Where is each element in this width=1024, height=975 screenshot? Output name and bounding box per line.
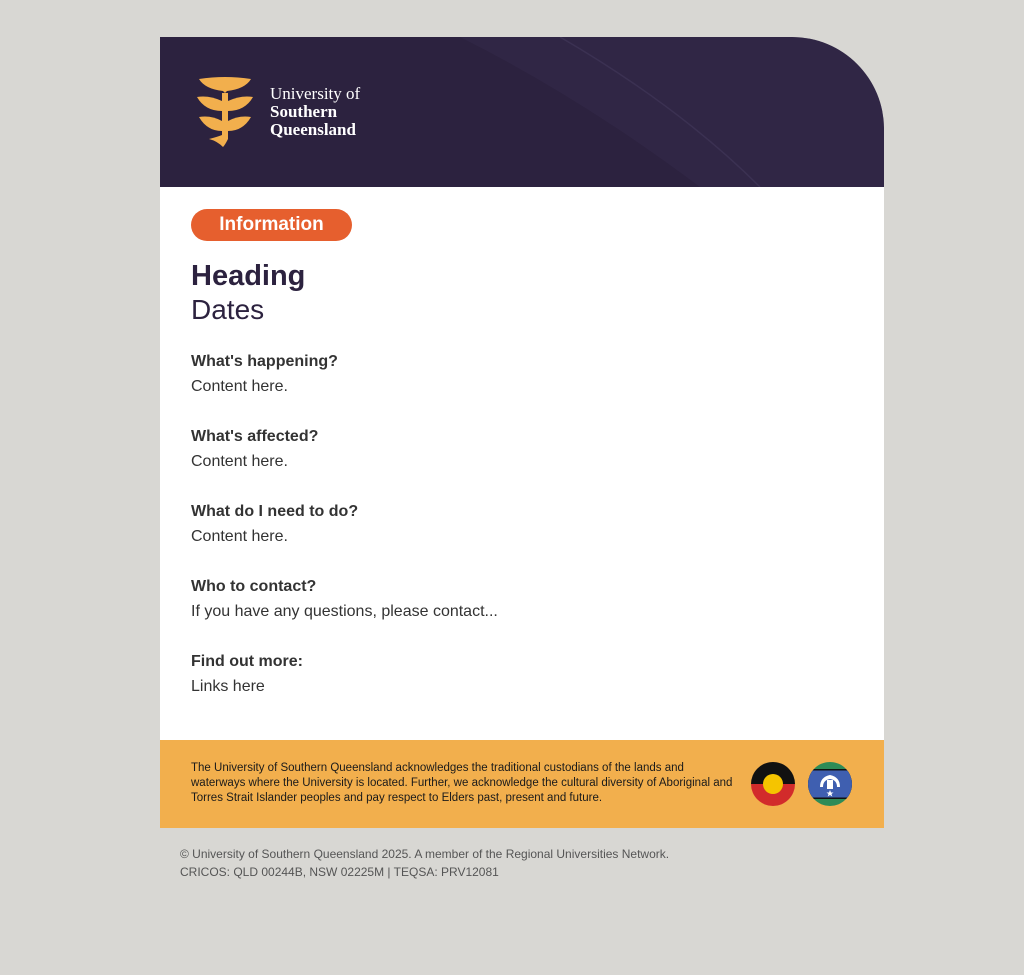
section-whats-happening — [191, 349, 853, 399]
section-title: What's affected? — [191, 428, 319, 445]
acknowledgement-banner — [160, 740, 884, 828]
acknowledgement-text: The University of Southern Queensland acknowledges the traditional custodians of the lands and waterways where the University is located. Further, we acknowledge the cultural diversity of Aboriginal and Torres Strait Islander peoples and pay respect to Elders past, present and future. — [191, 762, 733, 804]
main-content — [160, 187, 884, 740]
section-who-to-contact — [191, 574, 853, 624]
header-banner — [160, 37, 884, 187]
section-title: Find out more: — [191, 653, 303, 670]
info-sections — [191, 349, 853, 699]
usq-logo-icon — [195, 77, 255, 147]
section-body: If you have any questions, please contact... — [191, 603, 498, 620]
university-logo[interactable] — [195, 77, 360, 147]
logo-line-2: Southern — [270, 102, 338, 121]
section-what-to-do — [191, 499, 853, 549]
section-whats-affected — [191, 424, 853, 474]
section-title: What's happening? — [191, 353, 338, 370]
section-body: Content here. — [191, 378, 288, 395]
page-dates: Dates — [191, 294, 265, 325]
logo-line-1: University of — [270, 84, 361, 103]
logo-wordmark — [270, 85, 360, 139]
aboriginal-flag-icon — [751, 762, 795, 806]
page-heading: Heading — [191, 260, 306, 292]
footer-cricos: CRICOS: QLD 00244B, NSW 02225M | TEQSA: PRV12081 — [180, 865, 499, 879]
section-title: What do I need to do? — [191, 503, 359, 520]
section-links[interactable]: Links here — [191, 678, 265, 695]
section-body: Content here. — [191, 453, 288, 470]
section-title: Who to contact? — [191, 578, 317, 595]
section-find-out-more — [191, 649, 853, 699]
logo-line-3: Queensland — [270, 120, 356, 139]
footer — [180, 845, 669, 881]
footer-copyright: © University of Southern Queensland 2025. A member of the Regional Universities Network. — [180, 847, 670, 861]
email-card — [160, 37, 884, 828]
torres-strait-islander-flag-icon — [808, 762, 852, 806]
information-badge: Information — [191, 209, 352, 241]
section-body: Content here. — [191, 528, 288, 545]
